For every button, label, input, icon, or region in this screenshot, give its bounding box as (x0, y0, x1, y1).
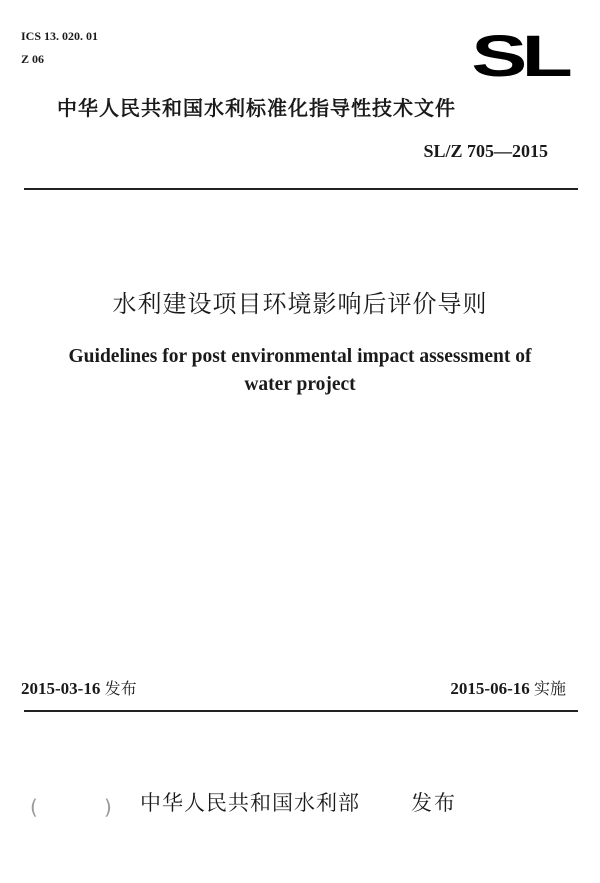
standard-number: SL/Z 705—2015 (423, 141, 548, 161)
issuer-heading: 中华人民共和国水利标准化指导性技术文件 (57, 96, 456, 120)
title-english (20, 343, 580, 399)
ics-code: ICS 13. 020. 01 (21, 29, 99, 43)
publisher: 中华人民共和国水利部 (140, 791, 360, 815)
seal-right-mark: ) (104, 795, 112, 819)
implementation-label: 实施 (533, 679, 566, 698)
seal-left-mark: ( (30, 795, 38, 819)
classification-code: Z 06 (21, 52, 45, 66)
bottom-divider (24, 710, 578, 712)
issue-label: 发布 (104, 679, 137, 698)
top-divider (24, 188, 578, 190)
title-chinese: 水利建设项目环境影响后评价导则 (112, 290, 488, 318)
sl-logo: SL (471, 24, 567, 89)
implementation-date: 2015-06-16 (450, 679, 530, 698)
publish-label: 发布 (411, 791, 457, 815)
issue-date: 2015-03-16 (21, 679, 101, 698)
title-english-line2: water project (244, 374, 356, 395)
issue-date-block (21, 678, 137, 700)
title-english-line1: Guidelines for post environmental impact assessment of (68, 346, 532, 367)
implementation-date-block (450, 678, 566, 700)
